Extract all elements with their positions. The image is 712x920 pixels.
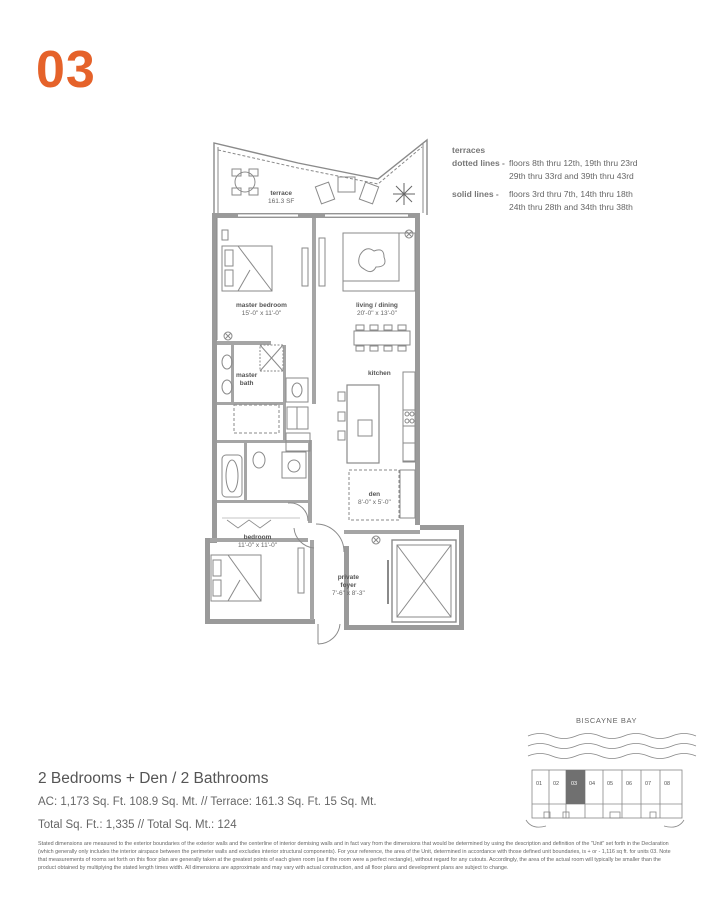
legend-header: terraces xyxy=(452,145,486,155)
key-plan-unit: 04 xyxy=(589,781,596,787)
key-plan-unit: 06 xyxy=(626,781,633,787)
room-master-bedroom: master bedroom 15'-0" x 11'-0" xyxy=(236,302,287,317)
terrace-outline xyxy=(214,140,427,215)
kitchen-fixtures xyxy=(338,372,415,463)
interior-walls xyxy=(210,218,420,620)
key-plan-label: BISCAYNE BAY xyxy=(576,716,638,725)
room-den: den 8'-0" x 5'-0" xyxy=(358,491,391,506)
master-bath-fixtures xyxy=(222,345,308,433)
legend-dotted-line1: floors 8th thru 12th, 19th thru 23rd xyxy=(509,158,638,168)
legend-dotted-line2: 29th thru 33rd and 39th thru 43rd xyxy=(509,171,634,181)
key-plan-unit: 02 xyxy=(553,781,560,787)
legend-dotted-key: dotted lines - xyxy=(452,158,505,168)
disclaimer: Stated dimensions are measured to the exterior boundaries of the exterior walls and the centerline of interior demising walls and in fact vary from the dimensions that would be determined by using the description and definition of the "Unit" set forth in the Declaration (which generally only includes the interior airspace between the perimeter walls and excludes interior structural components). For your reference, the area of the Unit, determined in accordance with those defined unit boundaries, is + or - 1,116 sq ft. for units 03. Note that measurements of rooms set forth on this floor plan are generally taken at the greatest points of each given room (as if the room were a perfect rectangle), without regard for any cutouts. Accordingly, the area of the actual room will typically be smaller than the product obtained by multiplying the stated length times width. All dimensions are approximate and may vary with actual construction, and all floor plans and development plans are subject to change. xyxy=(38,841,671,871)
terrace-legend xyxy=(452,144,638,214)
room-master-bath: master bath xyxy=(236,372,258,387)
unit-title: 2 Bedrooms + Den / 2 Bathrooms xyxy=(38,770,269,787)
room-bedroom: bedroom 11'-0" x 11'-0" xyxy=(238,534,278,549)
key-plan-unit: 05 xyxy=(607,781,614,787)
key-plan-unit: 07 xyxy=(645,781,652,787)
legend-solid-line2: 24th thru 28th and 34th thru 38th xyxy=(509,202,633,212)
legend-solid-line1: floors 3rd thru 7th, 14th thru 18th xyxy=(509,189,633,199)
room-private-foyer: private foyer 7'-6" x 8'-3" xyxy=(332,574,365,597)
key-plan-highlight xyxy=(566,770,585,804)
room-kitchen: kitchen xyxy=(368,370,391,377)
unit-total: Total Sq. Ft.: 1,335 // Total Sq. Mt.: 124 xyxy=(38,819,237,831)
bedroom-2-bed xyxy=(211,555,261,601)
master-bed xyxy=(222,246,272,291)
unit-number: 03 xyxy=(36,41,96,99)
key-plan-unit: 08 xyxy=(664,781,671,787)
room-terrace: terrace 161.3 SF xyxy=(268,190,295,205)
exterior-walls xyxy=(205,213,464,630)
living-furniture xyxy=(319,230,415,351)
bath-2-fixtures xyxy=(222,452,306,497)
key-plan-unit: 01 xyxy=(536,781,543,787)
unit-area: AC: 1,173 Sq. Ft. 108.9 Sq. Mt. // Terrace: 161.3 Sq. Ft. 15 Sq. Mt. xyxy=(38,796,377,808)
elevator xyxy=(388,540,456,622)
legend-solid-key: solid lines - xyxy=(452,189,499,199)
key-plan-unit-highlighted: 03 xyxy=(571,781,578,787)
room-living-dining: living / dining 20'-0" x 13'-0" xyxy=(356,302,398,317)
